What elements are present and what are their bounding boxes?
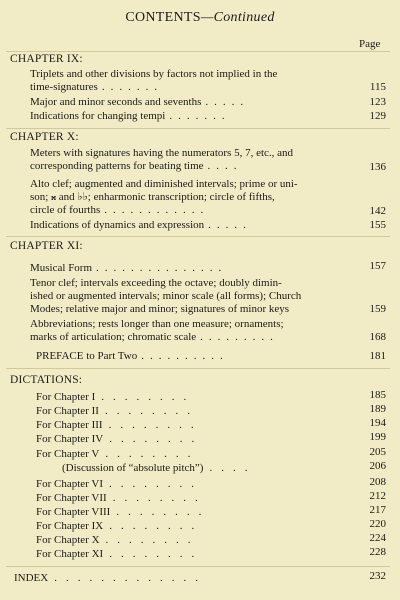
list-item-page: 228 — [369, 546, 386, 558]
chapter-10-entry-3: Indications of dynamics and expression ..... — [30, 219, 252, 231]
index-entry: INDEX ............. — [14, 572, 207, 584]
chapter-11-entry-3-page: 168 — [369, 331, 386, 343]
entry-line: corresponding patterns for beating time — [30, 160, 204, 172]
entry-line: marks of articulation; chromatic scale — [30, 331, 197, 343]
list-item: (Discussion of “absolute pitch”) .... — [62, 462, 257, 474]
list-item-page: 208 — [369, 476, 386, 488]
entry-line: Indications of dynamics and expression — [30, 219, 205, 231]
chapter-11-entry-1-page: 157 — [369, 260, 386, 272]
list-item-page: 194 — [369, 417, 386, 429]
entry-line: Alto clef; augmented and diminished intervals; prime or uni- — [30, 178, 298, 190]
dictations-title: DICTATIONS: — [10, 374, 83, 386]
entry-line: Abbreviations; rests longer than one measure; ornaments; — [30, 318, 284, 330]
list-item: For Chapter II ........ — [36, 405, 199, 417]
list-item: For Chapter XI ........ — [36, 548, 204, 560]
divider — [6, 236, 390, 237]
entry-line: Tenor clef; intervals exceeding the octave; doubly dimin- — [30, 277, 282, 289]
index-page: 232 — [369, 570, 386, 582]
heading-continued: —Continued — [200, 10, 275, 25]
divider — [6, 51, 390, 52]
list-item-page: 212 — [369, 490, 386, 502]
divider — [6, 566, 390, 567]
heading-title: CONTENTS — [125, 10, 201, 25]
list-item-page: 205 — [369, 446, 386, 458]
entry-line: time-signatures — [30, 81, 98, 93]
list-item-page: 185 — [369, 389, 386, 401]
divider — [6, 368, 390, 369]
entry-line: son; 𝄪 and ♭♭; enharmonic transcription; circle of fifths, — [30, 191, 275, 203]
preface-page: 181 — [369, 350, 386, 362]
list-item-page: 224 — [369, 532, 386, 544]
divider — [6, 128, 390, 129]
entry-line: Indications for changing tempi — [30, 110, 166, 122]
chapter-9-entry-1: Triplets and other divisions by factors not implied in the time-signatures ....... — [30, 68, 358, 94]
chapter-11-entry-2 — [30, 277, 358, 316]
chapter-9-title: CHAPTER IX: — [10, 53, 83, 65]
list-item-page: 206 — [369, 460, 386, 472]
entry-line: Musical Form — [30, 262, 93, 274]
chapter-11-entry-1: Musical Form ............... — [30, 262, 228, 274]
chapter-10-entry-2-page: 142 — [369, 205, 386, 217]
preface-entry: PREFACE to Part Two .......... — [36, 350, 229, 362]
chapter-9-entry-2-page: 123 — [369, 96, 386, 108]
list-item: For Chapter IV ........ — [36, 433, 204, 445]
preface-text: PREFACE to Part Two — [36, 350, 138, 362]
chapter-9-entry-1-page: 115 — [369, 81, 386, 93]
entry-line: Triplets and other divisions by factors not implied in the — [30, 68, 278, 80]
chapter-9-entry-3: Indications for changing tempi ....... — [30, 110, 231, 122]
entry-line: Modes; relative major and minor; signatures of minor keys — [30, 303, 290, 315]
list-item: For Chapter VI ........ — [36, 478, 204, 490]
list-item: For Chapter VIII ........ — [36, 506, 211, 518]
entry-line: circle of fourths — [30, 204, 101, 216]
page-heading — [0, 10, 400, 26]
chapter-9-entry-3-page: 129 — [369, 110, 386, 122]
list-item-page: 199 — [369, 431, 386, 443]
list-item-page: 217 — [369, 504, 386, 516]
chapter-9-entry-2: Major and minor seconds and sevenths ..... — [30, 96, 250, 108]
list-item-page: 220 — [369, 518, 386, 530]
chapter-10-entry-2: Alto clef; augmented and diminished intervals; prime or uni- son; 𝄪 and ♭♭; enharmonic transcription; circle of fifths, circle of fourths ............ — [30, 178, 358, 217]
chapter-11-entry-2-page: 159 — [369, 303, 386, 315]
chapter-10-title: CHAPTER X: — [10, 131, 79, 143]
chapter-10-entry-1: Meters with signatures having the numerators 5, 7, etc., and corresponding patterns for beating time .... — [30, 147, 358, 173]
entry-line: Major and minor seconds and sevenths — [30, 96, 202, 108]
list-item: For Chapter IX ........ — [36, 520, 204, 532]
list-item: For Chapter III ........ — [36, 419, 203, 431]
list-item: For Chapter I ........ — [36, 391, 196, 403]
chapter-11-entry-3: Abbreviations; rests longer than one measure; ornaments; marks of articulation; chromatic scale ......... — [30, 318, 358, 344]
chapter-10-entry-3-page: 155 — [369, 219, 386, 231]
entry-line: ished or augmented intervals; minor scale (all forms); Church — [30, 290, 302, 302]
index-text: INDEX — [14, 572, 49, 584]
list-item: For Chapter V ........ — [36, 448, 200, 460]
chapter-11-title: CHAPTER XI: — [10, 240, 83, 252]
list-item: For Chapter X ........ — [36, 534, 200, 546]
page-column-label: Page — [359, 38, 381, 50]
list-item: For Chapter VII ........ — [36, 492, 207, 504]
entry-line: Meters with signatures having the numerators 5, 7, etc., and — [30, 147, 294, 159]
chapter-10-entry-1-page: 136 — [369, 161, 386, 173]
list-item-page: 189 — [369, 403, 386, 415]
